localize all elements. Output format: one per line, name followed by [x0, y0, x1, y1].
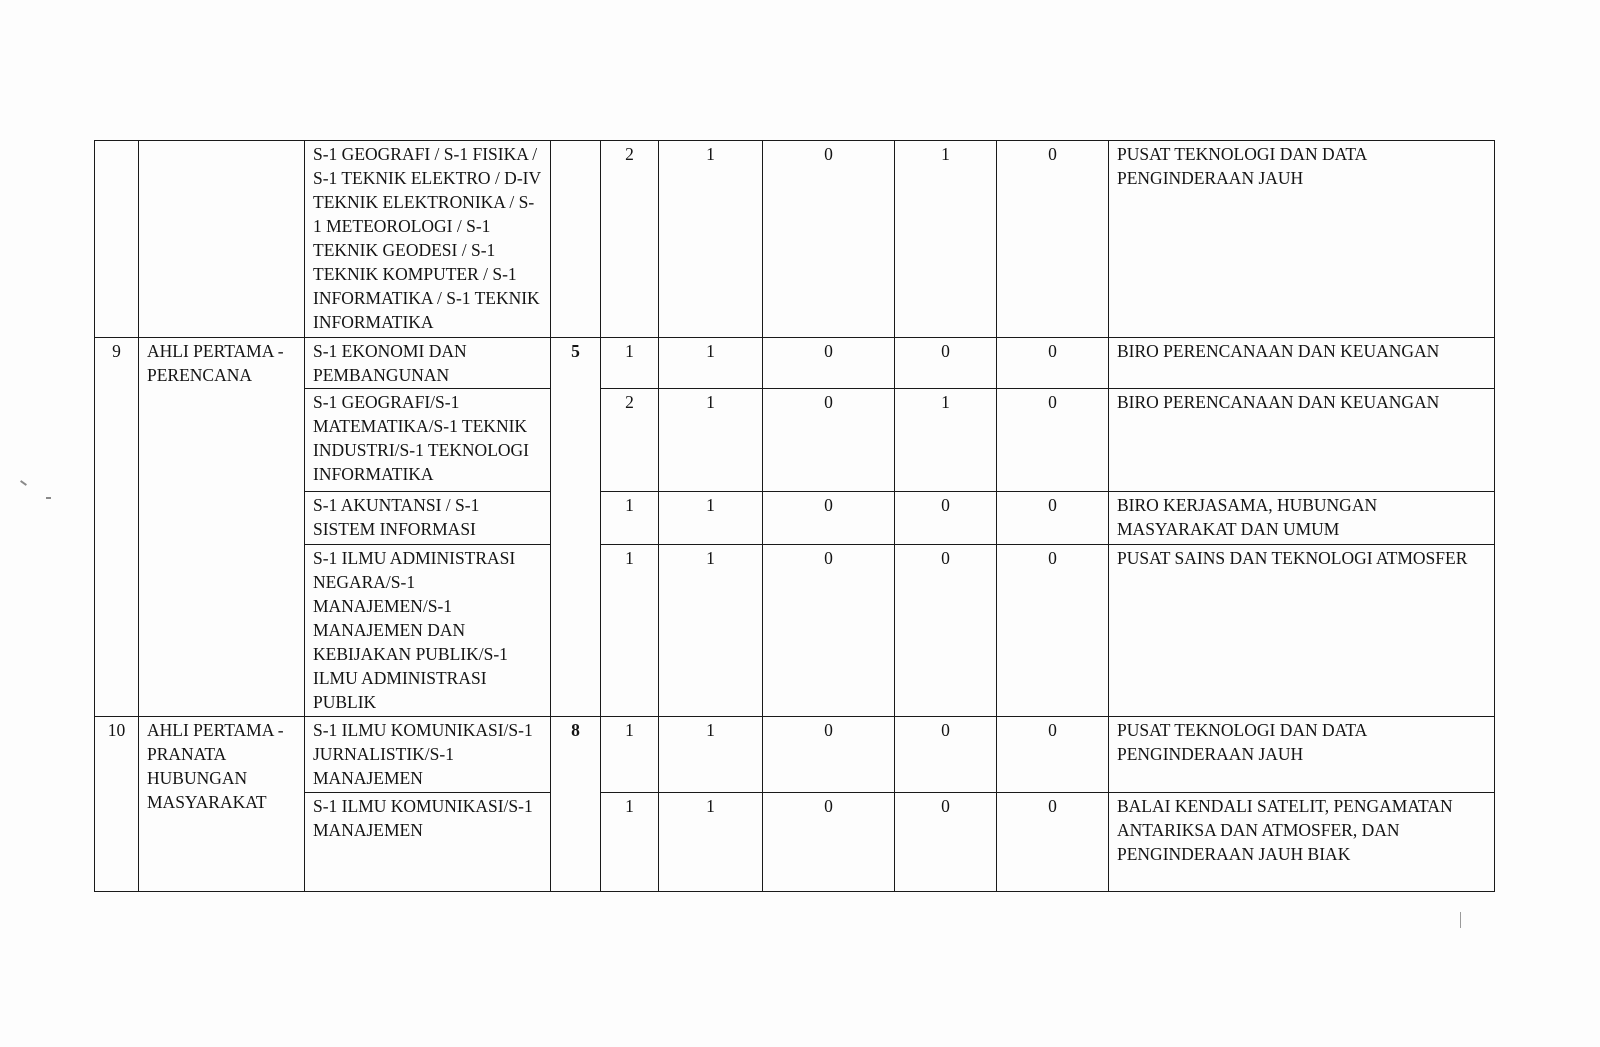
- position-name: [139, 141, 305, 338]
- quota-col-3: 0: [763, 492, 895, 545]
- quota-col-4: 0: [895, 717, 997, 793]
- row-number: [95, 141, 139, 338]
- work-unit: PUSAT SAINS DAN TEKNOLOGI ATMOSFER: [1109, 545, 1495, 717]
- education-requirement: S-1 ILMU KOMUNIKASI/S-1 MANAJEMEN: [305, 793, 551, 892]
- work-unit: BIRO PERENCANAAN DAN KEUANGAN: [1109, 389, 1495, 492]
- quota-col-1: 1: [601, 492, 659, 545]
- work-unit: BIRO PERENCANAAN DAN KEUANGAN: [1109, 338, 1495, 389]
- quota-col-2: 1: [659, 717, 763, 793]
- quota-col-5: 0: [997, 793, 1109, 892]
- quota-col-3: 0: [763, 141, 895, 338]
- work-unit: BIRO KERJASAMA, HUBUNGAN MASYARAKAT DAN UMUM: [1109, 492, 1495, 545]
- position-name: AHLI PERTAMA - PRANATA HUBUNGAN MASYARAKAT: [139, 717, 305, 892]
- quota-col-2: 1: [659, 338, 763, 389]
- quota-col-1: 2: [601, 389, 659, 492]
- quota-col-5: 0: [997, 141, 1109, 338]
- position-total: 8: [551, 717, 601, 892]
- scan-mark: [1460, 912, 1461, 928]
- quota-col-4: 0: [895, 492, 997, 545]
- quota-col-5: 0: [997, 389, 1109, 492]
- education-requirement: S-1 GEOGRAFI/S-1 MATEMATIKA/S-1 TEKNIK INDUSTRI/S-1 TEKNOLOGI INFORMATIKA: [305, 389, 551, 492]
- education-requirement: S-1 ILMU KOMUNIKASI/S-1 JURNALISTIK/S-1 MANAJEMEN: [305, 717, 551, 793]
- formation-table: [94, 140, 1495, 892]
- quota-col-5: 0: [997, 545, 1109, 717]
- table-row: [95, 141, 1495, 338]
- quota-col-3: 0: [763, 793, 895, 892]
- quota-col-1: 1: [601, 717, 659, 793]
- quota-col-3: 0: [763, 389, 895, 492]
- position-name: AHLI PERTAMA - PERENCANA: [139, 338, 305, 717]
- row-number: 9: [95, 338, 139, 717]
- row-number: 10: [95, 717, 139, 892]
- quota-col-3: 0: [763, 717, 895, 793]
- quota-col-5: 0: [997, 492, 1109, 545]
- quota-col-5: 0: [997, 338, 1109, 389]
- quota-col-1: 1: [601, 545, 659, 717]
- education-requirement: S-1 EKONOMI DAN PEMBANGUNAN: [305, 338, 551, 389]
- education-requirement: S-1 ILMU ADMINISTRASI NEGARA/S-1 MANAJEMEN/S-1 MANAJEMEN DAN KEBIJAKAN PUBLIK/S-1 ILMU ADMINISTRASI PUBLIK: [305, 545, 551, 717]
- quota-col-5: 0: [997, 717, 1109, 793]
- education-requirement: S-1 GEOGRAFI / S-1 FISIKA / S-1 TEKNIK ELEKTRO / D-IV TEKNIK ELEKTRONIKA / S-1 METEOROLOGI / S-1 TEKNIK GEODESI / S-1 TEKNIK KOMPUTER / S-1 INFORMATIKA / S-1 TEKNIK INFORMATIKA: [305, 141, 551, 338]
- quota-col-4: 1: [895, 389, 997, 492]
- scan-speck: [20, 480, 27, 486]
- quota-col-4: 1: [895, 141, 997, 338]
- table-row: [95, 717, 1495, 793]
- quota-col-3: 0: [763, 338, 895, 389]
- education-requirement: S-1 AKUNTANSI / S-1 SISTEM INFORMASI: [305, 492, 551, 545]
- work-unit: BALAI KENDALI SATELIT, PENGAMATAN ANTARIKSA DAN ATMOSFER, DAN PENGINDERAAN JAUH BIAK: [1109, 793, 1495, 892]
- quota-col-4: 0: [895, 545, 997, 717]
- quota-col-2: 1: [659, 545, 763, 717]
- table-row: [95, 545, 1495, 717]
- scan-speck: [46, 497, 51, 499]
- quota-col-2: 1: [659, 492, 763, 545]
- table-row: [95, 338, 1495, 389]
- quota-col-2: 1: [659, 141, 763, 338]
- quota-col-4: 0: [895, 338, 997, 389]
- quota-col-2: 1: [659, 793, 763, 892]
- quota-col-2: 1: [659, 389, 763, 492]
- work-unit: PUSAT TEKNOLOGI DAN DATA PENGINDERAAN JAUH: [1109, 717, 1495, 793]
- quota-col-3: 0: [763, 545, 895, 717]
- quota-col-1: 1: [601, 793, 659, 892]
- position-total: 5: [551, 338, 601, 717]
- work-unit: PUSAT TEKNOLOGI DAN DATA PENGINDERAAN JAUH: [1109, 141, 1495, 338]
- position-total: [551, 141, 601, 338]
- table-row: [95, 492, 1495, 545]
- table-row: [95, 389, 1495, 492]
- quota-col-4: 0: [895, 793, 997, 892]
- quota-col-1: 1: [601, 338, 659, 389]
- quota-col-1: 2: [601, 141, 659, 338]
- table-row: [95, 793, 1495, 892]
